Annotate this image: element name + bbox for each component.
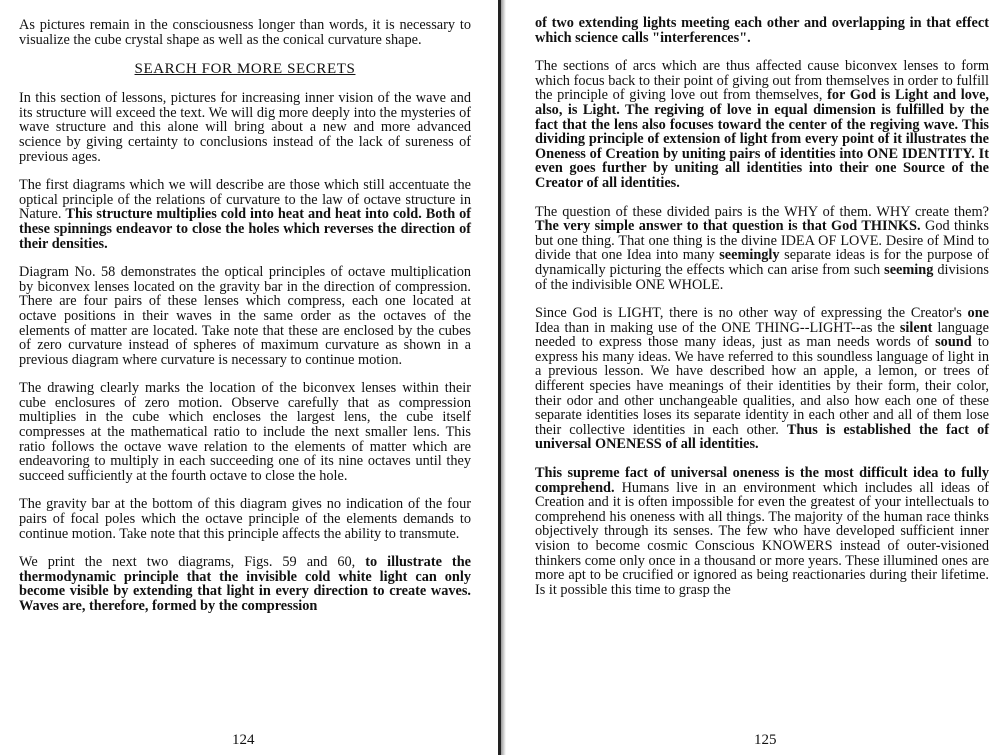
text-run: divisions of the indivisible ONE WHOLE.	[535, 261, 989, 293]
text-run: The question of these divided pairs is the WHY of them. WHY create them?	[535, 203, 989, 220]
left-paragraph-5	[19, 381, 471, 483]
right-paragraph-1	[535, 16, 989, 45]
text-run: The first diagrams which we will describe are those which still accentuate the optical principle of the relations of curvature to the law of octave structure in Nature.	[19, 177, 471, 223]
bold-text-run: seeming	[884, 261, 934, 278]
text-run: God thinks but one thing. That one thing is the divine IDEA OF LOVE. Desire of Mind to divide that one Idea into many	[535, 218, 989, 264]
bold-text-run: one	[967, 305, 989, 322]
text-run: to express his many ideas. We have referred to this soundless language of light in a previous lesson. We have described how an apple, a lemon, or trees of different species have meanings of their identities by their form, their color, their odor and other unchangeable qualities, and also how each one of these separate identities loses its separate identity in each other and all of them lose their collective identities in each other.	[535, 334, 989, 438]
left-paragraph-4	[19, 265, 471, 367]
bold-text-run: This structure multiplies cold into heat and heat into cold. Both of these spinnings endeavor to close the holes which reverses the direction of their densities.	[19, 206, 471, 252]
page-number-right: 125	[754, 732, 777, 748]
bold-text-run: sound	[935, 334, 972, 351]
bold-text-run: of two extending lights meeting each other and overlapping in that effect which science calls "interferences".	[535, 15, 989, 46]
right-paragraph-3	[535, 205, 989, 293]
bold-text-run: to illustrate the thermodynamic principle that the invisible cold white light can only become visible by extending that light in every direction to create waves. Waves are, therefore, formed by the compression	[19, 554, 471, 614]
section-heading: SEARCH FOR MORE SECRETS	[134, 61, 356, 78]
left-paragraph-6	[19, 497, 471, 541]
text-run: As pictures remain in the consciousness longer than words, it is necessary to visualize the cube crystal shape as well as the conical curvature shape.	[19, 17, 471, 48]
bold-text-run: seemingly	[719, 247, 780, 264]
left-paragraph-2	[19, 91, 471, 164]
text-run: language needed to express those many ideas, just as man needs words of	[535, 319, 989, 351]
bold-text-run: The very simple answer to that question is that God THINKS.	[535, 218, 921, 235]
text-run: The drawing clearly marks the location of the biconvex lenses within their cube enclosures of zero motion. Observe carefully that as compression multiplies in the cube which encloses the largest lens, the cube itself compresses at the mathematical ratio to include the next smaller lens. This ratio follows the octave wave relation to the elements of matter which are endeavoring to multiply in each succeeding one of its nine octaves until they succeed sufficiently at the fourth octave to close the hole.	[19, 380, 471, 484]
left-paragraph-1	[19, 18, 471, 47]
bold-text-run: for God is Light and love, also, is Light. The regiving of love in equal dimension is fulfilled by the fact that the lens also focuses toward the center of the regiving wave. This dividing principle of extension of light from every point of it illustrates the Oneness of Creation by uniting pairs of identities into ONE IDENTITY. It even goes further by uniting all identities into their one Source of the Creator of all identities.	[535, 87, 989, 191]
text-run: The gravity bar at the bottom of this diagram gives no indication of the four pairs of focal poles which the octave principle of the elements demands to continue motion. Take note that this principle affects the ability to transmute.	[19, 496, 471, 542]
text-run: The sections of arcs which are thus affected cause biconvex lenses to form which focus back to their point of giving out from themselves in order to fulfill the principle of giving love out from themselves,	[535, 58, 989, 104]
right-paragraph-5	[535, 466, 989, 597]
page-number-left: 124	[232, 732, 255, 748]
right-paragraph-4	[535, 306, 989, 452]
text-run: Idea than in making use of the ONE THING--LIGHT--as the	[535, 319, 900, 336]
bold-text-run: silent	[899, 319, 933, 336]
bold-text-run: This supreme fact of universal oneness is the most difficult idea to fully comprehend.	[535, 465, 989, 496]
text-run: Humans live in an environment which includes all ideas of Creation and it is often impossible for even the greatest of your intellectuals to comprehend his oneness with all things. The majority of the human race thinks objectively through its senses. The few who have developed sufficient inner vision to become cosmic Conscious KNOWERS instead of outer-visioned thinkers come only once in a thousand or more years. These illumined ones are more apt to be crucified or ignored as being reactionaries during their lifetime. Is it possible this time to grasp the	[535, 479, 989, 598]
text-run: Diagram No. 58 demonstrates the optical principles of octave multiplication by biconvex lenses located on the gravity bar in the direction of compression. There are four pairs of these lenses which compress, each one located at octave positions in their waves in the same order as the octaves of the elements of matter are located. Take note that these are enclosed by the cubes of zero curvature instead of spheres of maximum curvature as shown in a previous diagram where curvature is necessary to continue motion.	[19, 264, 471, 368]
left-page	[0, 0, 497, 755]
text-run: separate ideas is for the purpose of dynamically picturing the effects which can arise from such	[535, 247, 989, 278]
left-paragraph-7	[19, 555, 471, 613]
text-run: In this section of lessons, pictures for increasing inner vision of the wave and its structure will exceed the text. We will dig more deeply into the mysteries of wave structure and this alone will bring about a new and more advanced science by giving certainty to conclusions instead of the lack of sureness of previous ages.	[19, 90, 471, 165]
text-run: Since God is LIGHT, there is no other way of expressing the Creator's	[535, 305, 968, 322]
text-run: We print the next two diagrams, Figs. 59 and 60,	[19, 554, 366, 571]
left-paragraph-3	[19, 178, 471, 251]
right-paragraph-2	[535, 59, 989, 190]
right-page	[506, 0, 1003, 755]
bold-text-run: Thus is established the fact of universal ONENESS of all identities.	[535, 421, 989, 453]
